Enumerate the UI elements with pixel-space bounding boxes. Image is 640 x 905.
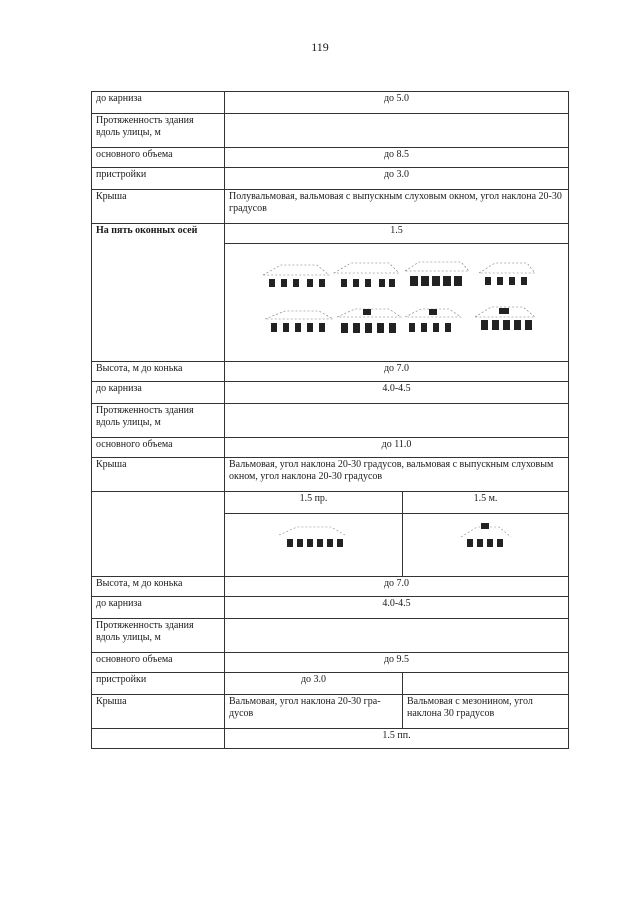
row-value: Вальмовая, угол наклона 20-30 гра-дусов [225,695,403,729]
table-row [92,404,569,438]
row-value: 4.0-4.5 [225,597,569,619]
row-label: основного объема [92,148,225,168]
row-label: пристройки [92,168,225,190]
page-number: 119 [311,40,329,54]
variant-b-label: 1.5 м. [403,492,569,514]
row-value: до 7.0 [225,362,569,382]
facade-drawings-illustration [229,245,569,359]
row-label: Протяженность здания вдоль улицы, м [92,619,225,653]
row-label: до карниза [92,92,225,114]
table-row [92,190,569,224]
variant-b-facade-illustration [407,515,565,571]
row-label: основного объема [92,438,225,458]
building-type-label: 1.5 [225,224,569,244]
section-title: На пять оконных осей [92,224,225,362]
table-row [92,458,569,492]
row-label-empty [92,729,225,749]
facade-drawings [225,244,569,362]
row-label: Протяженность здания вдоль улицы, м [92,404,225,438]
row-label: Протяженность здания вдоль улицы, м [92,114,225,148]
table-row [92,695,569,729]
row-value-empty [225,404,569,438]
table-row [92,673,569,695]
row-value: до 3.0 [225,673,403,695]
row-value: до 8.5 [225,148,569,168]
row-value: до 5.0 [225,92,569,114]
row-label: Крыша [92,695,225,729]
row-value-empty [225,619,569,653]
row-label: до карниза [92,382,225,404]
row-value-empty [403,673,569,695]
table-row [92,492,569,514]
row-value: Вальмовая с мезонином, угол наклона 30 градусов [403,695,569,729]
table-row [92,653,569,673]
row-value: 1.5 пп. [225,729,569,749]
table-row [92,382,569,404]
variant-a-drawing [225,514,403,577]
variant-b-drawing [403,514,569,577]
table-row [92,577,569,597]
row-value: Полувальмовая, вальмовая с выпускным слуховым окном, угол наклона 20-30 градусов [225,190,569,224]
table-row [92,92,569,114]
row-label: пристройки [92,673,225,695]
table-row [92,114,569,148]
row-value: до 9.5 [225,653,569,673]
row-value-empty [225,114,569,148]
variant-a-facade-illustration [229,515,399,571]
table-row [92,148,569,168]
row-label: Крыша [92,190,225,224]
table-row [92,729,569,749]
building-parameters-table [91,91,569,749]
row-value: до 3.0 [225,168,569,190]
table-row [92,438,569,458]
row-label: Крыша [92,458,225,492]
table-row [92,619,569,653]
variant-a-label: 1.5 пр. [225,492,403,514]
row-label: Высота, м до конька [92,577,225,597]
table-row [92,224,569,244]
row-value: до 11.0 [225,438,569,458]
row-value: до 7.0 [225,577,569,597]
row-label: до карниза [92,597,225,619]
table-row [92,168,569,190]
row-label: основного объема [92,653,225,673]
table-row [92,597,569,619]
row-value: 4.0-4.5 [225,382,569,404]
row-label-empty [92,492,225,577]
row-label: Высота, м до конька [92,362,225,382]
row-value: Вальмовая, угол наклона 20-30 градусов, вальмовая с выпускным слуховым окном, угол наклона 20-30 градусов [225,458,569,492]
table-row [92,362,569,382]
